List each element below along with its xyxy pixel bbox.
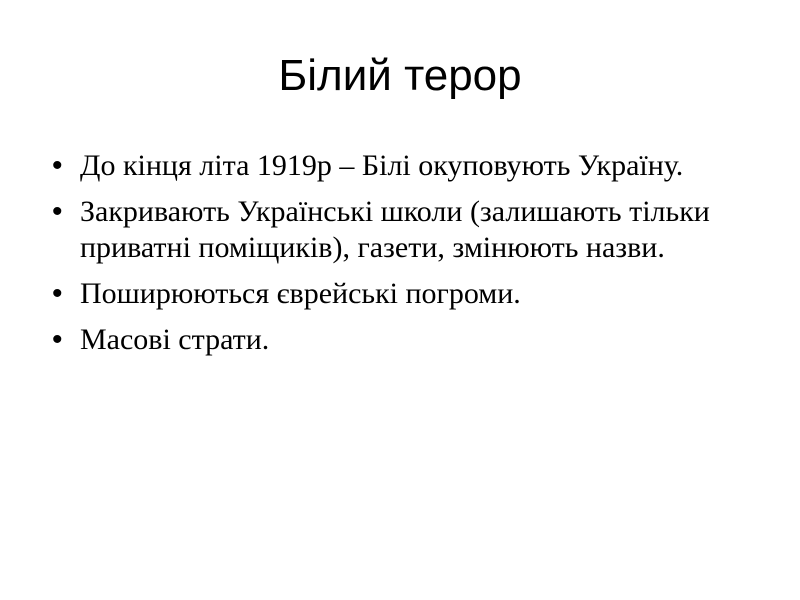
list-item-text: До кінця літа 1919р – Білі окуповують Україну.: [80, 149, 684, 182]
list-item-text: Поширюються єврейські погроми.: [80, 277, 521, 310]
list-item: [52, 194, 752, 266]
bullet-list: [52, 148, 752, 368]
list-item: [52, 148, 752, 184]
bullet-icon: •: [52, 323, 63, 356]
list-item: [52, 322, 752, 358]
slide-title: Білий терор: [278, 51, 522, 100]
list-item-text: Закривають Українські школи (залишають тільки приватні поміщиків), газети, змінюють назви.: [80, 195, 710, 264]
list-item: [52, 276, 752, 312]
bullet-icon: •: [52, 149, 63, 182]
list-item-text: Масові страти.: [80, 323, 270, 356]
bullet-icon: •: [52, 195, 63, 228]
bullet-icon: •: [52, 277, 63, 310]
